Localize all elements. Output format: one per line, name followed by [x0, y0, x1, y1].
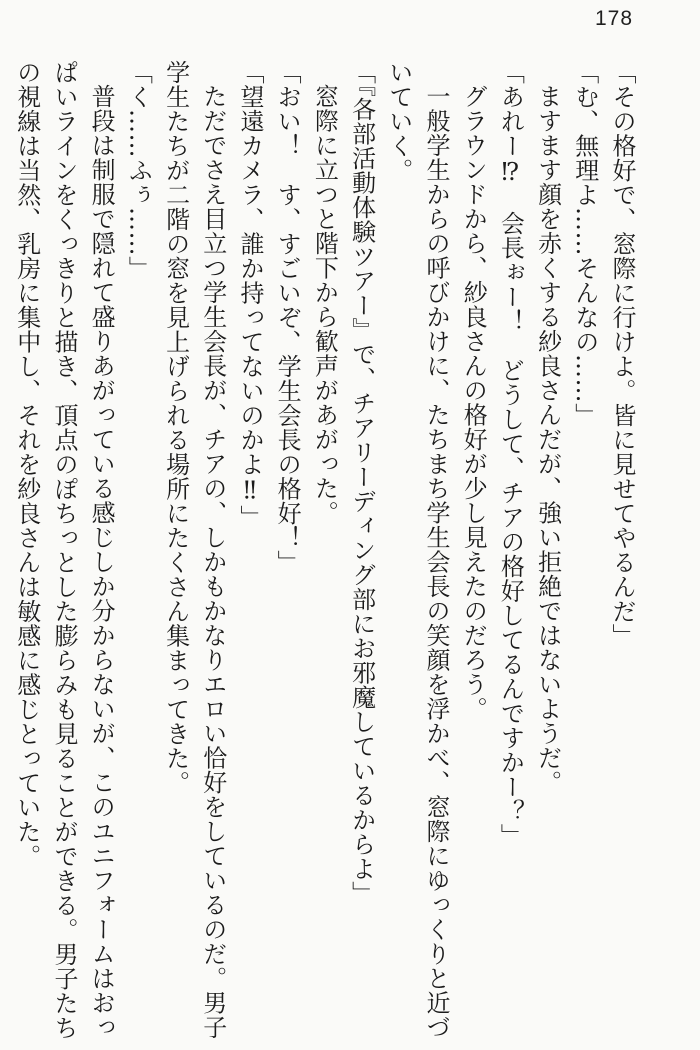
text-block — [6, 60, 640, 1042]
paragraph: グラウンドから、紗良さんの格好が少し見えたのだろう。 — [459, 84, 488, 721]
paragraph: 「望遠カメラ、誰か持ってないのかよ‼」 — [235, 60, 264, 530]
paragraph: 一般学生からの呼びかけに、たちまち学生会長の笑顔を浮かべ、窓際にゆっくりと近づいていく。 — [384, 60, 450, 1040]
paragraph: 普段は制服で隠れて盛りあがっている感じしか分からないが、このユニフォームはおっぱいラインをくっきりと描き、頂点のぽちっとした膨らみも見ることができる。男子たちの視線は当然、乳房に集中し、それを紗良さんは敏感に感じとっていた。 — [12, 60, 116, 1040]
paragraph: ますます顔を赤くする紗良さんだが、強い拒絶ではないようだ。 — [533, 84, 562, 795]
paragraph: 「む、無理よ……そんなの……」 — [570, 60, 599, 428]
paragraph: 「あれー⁉ 会長ぉー！ どうして、チアの格好してるんですかー？」 — [496, 60, 525, 848]
paragraph: 「く……ふぅ……」 — [124, 60, 153, 281]
paragraph: 窓際に立つと階下から歓声があがった。 — [310, 84, 339, 525]
page-number: 178 — [595, 7, 634, 30]
paragraph: 「おい！ す、すごいぞ、学生会長の格好！」 — [273, 60, 302, 575]
paragraph: 「その格好で、窓際に行けよ。皆に見せてやるんだ」 — [608, 60, 636, 648]
paragraph: 「『各部活動体験ツアー』で、チアリーディング部にお邪魔しているからよ」 — [347, 60, 376, 906]
paragraph: ただでさえ目立つ学生会長が、チアの、しかもかなりエロい恰好をしているのだ。男子学生たちが二階の窓を見上げられる場所にたくさん集まってきた。 — [161, 60, 227, 1040]
